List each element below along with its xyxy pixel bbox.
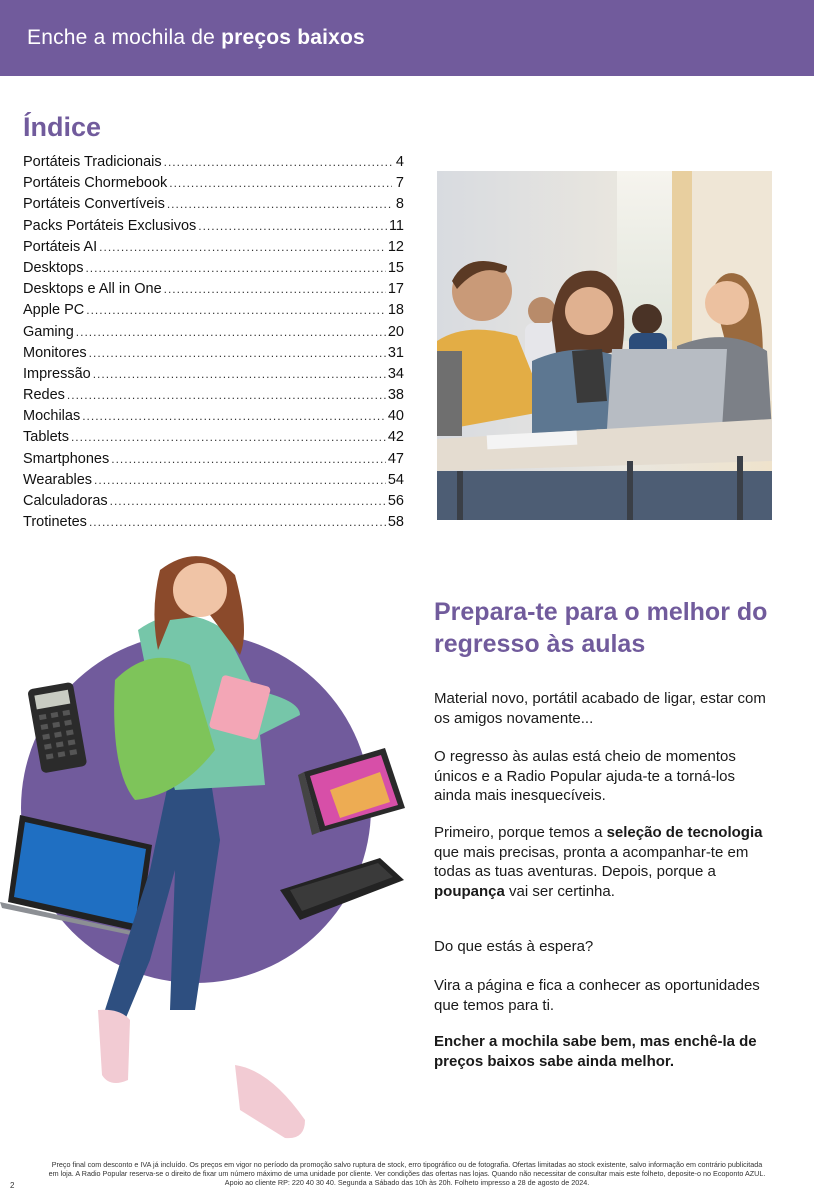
toc-entry[interactable]: Monitores ..... 31	[23, 345, 404, 366]
toc-entry[interactable]: Mochilas ..... 40	[23, 408, 404, 429]
promo-paragraph-5: Vira a página e fica a conhecer as oportunidades que temos para ti.	[434, 977, 760, 1014]
toc-entry[interactable]: Gaming ..... 20	[23, 324, 404, 345]
legal-line-1: Preço final com desconto e IVA já incluído. Os preços em vigor no período da promoção salvo ruptura de stock, erro tipográfico ou de fotografia. Ofertas limitadas ao stock existente, salvo informação em contrário publicitada	[51, 1160, 763, 1169]
promo-closing-statement: Encher a mochila sabe bem, mas enchê-la de preços baixos sabe ainda melhor.	[434, 1033, 757, 1070]
page-number: 2	[10, 1181, 15, 1190]
promo-paragraph-2: O regresso às aulas está cheio de momentos únicos e a Radio Popular ajuda-te a torná-los ainda mais inesquecíveis.	[434, 748, 736, 804]
toc-entry[interactable]: Portáteis Convertíveis ..... 8	[23, 196, 404, 217]
table-of-contents	[23, 154, 404, 535]
toc-entry[interactable]: Apple PC ..... 18	[23, 302, 404, 323]
left-shoe	[98, 1010, 130, 1083]
toc-entry[interactable]: Smartphones ..... 47	[23, 451, 404, 472]
header-title-bold: preços baixos	[221, 26, 365, 49]
promo-paragraph-4: Do que estás à espera?	[434, 938, 594, 955]
toc-entry[interactable]: Portáteis Tradicionais ..... 4	[23, 154, 404, 175]
toc-entry[interactable]: Portáteis AI ..... 12	[23, 239, 404, 260]
legal-line-2: em loja. A Radio Popular reserva-se o direito de fixar um número máximo de uma unidade por cliente. Ver condições das ofertas nas lojas. Quando não necessitar de consultar mais este folheto, deposite-o no Ecoponto AZUL.	[48, 1169, 766, 1178]
legal-line-3: Apoio ao cliente RP: 220 40 30 40. Segunda a Sábado das 10h às 20h. Folheto impresso a 28 de agosto de 2024.	[224, 1178, 590, 1187]
legal-footer	[0, 1160, 814, 1187]
right-shoe	[235, 1065, 305, 1138]
index-title: Índice	[23, 112, 102, 142]
toc-entry[interactable]: Packs Portáteis Exclusivos ..... 11	[23, 218, 404, 239]
promo-paragraph-3: Primeiro, porque temos a seleção de tecnologia que mais precisas, pronta a acompanhar-te em todas as tuas aventuras. Depois, porque a poupança vai ser certinha.	[434, 824, 763, 900]
toc-entry[interactable]: Portáteis Chormebook ..... 7	[23, 175, 404, 196]
promo-headline: Prepara-te para o melhor do regresso às aulas	[434, 598, 768, 658]
promo-paragraph-1: Material novo, portátil acabado de ligar, estar com os amigos novamente...	[434, 690, 766, 727]
toc-entry[interactable]: Redes ..... 38	[23, 387, 404, 408]
toc-entry[interactable]: Trotinetes ..... 58	[23, 514, 404, 535]
toc-entry[interactable]: Calculadoras ..... 56	[23, 493, 404, 514]
toc-entry[interactable]: Wearables ..... 54	[23, 472, 404, 493]
hero-student-illustration	[0, 540, 420, 1150]
face	[173, 563, 227, 617]
toc-entry[interactable]: Impressão ..... 34	[23, 366, 404, 387]
toc-entry[interactable]: Tablets ..... 42	[23, 429, 404, 450]
header-title	[27, 26, 365, 50]
header-title-plain: Enche a mochila de	[27, 26, 222, 49]
toc-entry[interactable]: Desktops ..... 15	[23, 260, 404, 281]
classroom-students-photo	[437, 171, 772, 520]
toc-entry[interactable]: Desktops e All in One ..... 17	[23, 281, 404, 302]
header-banner	[0, 0, 814, 76]
